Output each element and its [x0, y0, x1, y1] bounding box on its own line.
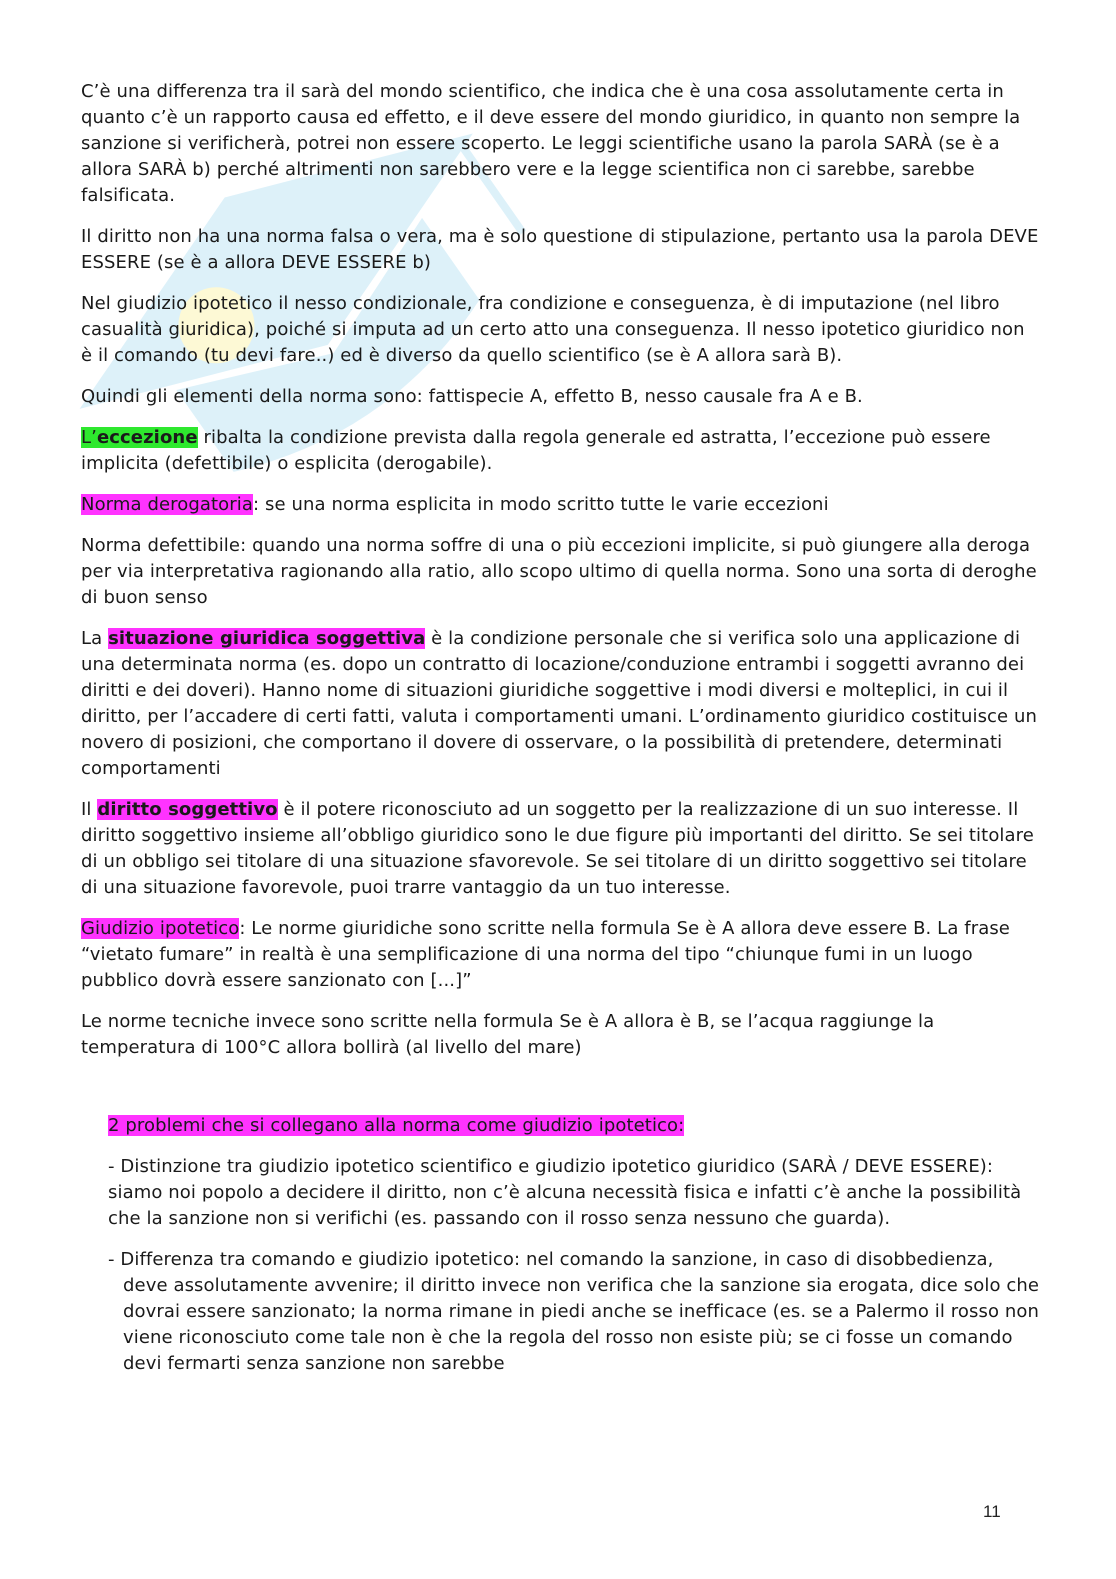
paragraph-diritto-stipulazione: Il diritto non ha una norma falsa o vera, ma è solo questione di stipulazione, pertanto usa la parola DEVE ESSERE (se è a allora DEVE ESSERE b): [81, 226, 1039, 273]
highlight-term-situazione-giuridica: situazione giuridica soggettiva: [108, 628, 426, 649]
paragraph-elementi-norma: Quindi gli elementi della norma sono: fattispecie A, effetto B, nesso causale fra A e B.: [81, 386, 863, 407]
paragraph-norma-derogatoria: Norma derogatoria: se una norma esplicita in modo scritto tutte le varie eccezioni: [81, 494, 829, 515]
paragraph-giudizio-ipotetico-nesso: Nel giudizio ipotetico il nesso condizionale, fra condizione e conseguenza, è di imputazione (nel libro casualità giuridica), poiché si imputa ad un certo atto una conseguenza. Il nesso ipotetico giuridico non è il comando (tu devi fare..) ed è diverso da quello scientifico (se è A allora sarà B).: [81, 293, 1025, 366]
paragraph-situazione-giuridica: La situazione giuridica soggettiva è la condizione personale che si verifica solo una applicazione di una determinata norma (es. dopo un contratto di locazione/conduzione entrambi i soggetti avranno dei diritti e dei doveri). Hanno nome di situazioni giuridiche soggettive i modi diversi e molteplici, in cui il diritto, per l’accadere di certi fatti, valuta i comportamenti umani. L’ordinamento giuridico costituisce un novero di posizioni, che comportano il dovere di osservare, o la possibilità di pretendere, determinati comportamenti: [81, 628, 1038, 779]
highlight-prefix: L’: [81, 427, 97, 448]
page-number: 11: [983, 1502, 1001, 1521]
paragraph-norma-defettibile: Norma defettibile: quando una norma soffre di una o più eccezioni implicite, si può giungere alla deroga per via interpretativa ragionando alla ratio, allo scopo ultimo di quella norma. Sono una sorta di deroghe di buon senso: [81, 535, 1037, 608]
main-text: [81, 79, 1041, 1392]
list-item: - Differenza tra comando e giudizio ipotetico: nel comando la sanzione, in caso di disobbedienza, deve assolutamente avvenire; il diritto invece non verifica che la sanzione sia erogata, dice solo che dovrai essere sanzionato; la norma rimane in piedi anche se inefficace (es. se a Palermo il rosso non viene riconosciuto come tale non è che la regola del rosso non esiste più; se ci fosse un comando devi fermarti senza sanzione non sarebbe: [108, 1249, 1040, 1374]
paragraph-eccezione: L’eccezione ribalta la condizione prevista dalla regola generale ed astratta, l’eccezione può essere implicita (defettibile) o esplicita (derogabile).: [81, 427, 991, 474]
paragraph-norme-tecniche: Le norme tecniche invece sono scritte nella formula Se è A allora è B, se l’acqua raggiunge la temperatura di 100°C allora bollirà (al livello del mare): [81, 1011, 935, 1058]
list-item: - Distinzione tra giudizio ipotetico scientifico e giudizio ipotetico giuridico (SARÀ / DEVE ESSERE): siamo noi popolo a decidere il diritto, non c’è alcuna necessità fisica e infatti c’è anche la possibilità che la sanzione non si verifichi (es. passando con il rosso senza nessuno che guarda).: [108, 1156, 1022, 1229]
paragraph-sara-vs-deve: C’è una differenza tra il sarà del mondo scientifico, che indica che è una cosa assolutamente certa in quanto c’è un rapporto causa ed effetto, e il deve essere del mondo giuridico, in quanto non sempre la sanzione si verificherà, potrei non essere scoperto. Le leggi scientifiche usano la parola SARÀ (se è a allora SARÀ b) perché altrimenti non sarebbero vere e la legge scientifica non ci sarebbe, sarebbe falsificata.: [81, 81, 1021, 206]
paragraph-giudizio-ipotetico: Giudizio ipotetico: Le norme giuridiche sono scritte nella formula Se è A allora deve essere B. La frase “vietato fumare” in realtà è una semplificazione di una norma del tipo “chiunque fumi in un luogo pubblico dovrà essere sanzionato con [...]”: [81, 918, 1010, 991]
section-heading: 2 problemi che si collegano alla norma come giudizio ipotetico:: [108, 1115, 685, 1136]
paragraph-diritto-soggettivo: Il diritto soggettivo è il potere riconosciuto ad un soggetto per la realizzazione di un suo interesse. Il diritto soggettivo insieme all’obbligo giuridico sono le due figure più importanti del diritto. Se sei titolare di un obbligo sei titolare di una situazione sfavorevole. Se sei titolare di un diritto soggettivo sei titolare di una situazione favorevole, puoi trarre vantaggio da un tuo interesse.: [81, 799, 1034, 898]
highlight-term-eccezione: eccezione: [96, 427, 198, 448]
highlight-term-norma-derogatoria: Norma derogatoria: [81, 494, 254, 515]
problems-section: [108, 1113, 1041, 1377]
highlight-term-giudizio-ipotetico: Giudizio ipotetico: [81, 918, 240, 939]
highlight-term-diritto-soggettivo: diritto soggettivo: [97, 799, 278, 820]
